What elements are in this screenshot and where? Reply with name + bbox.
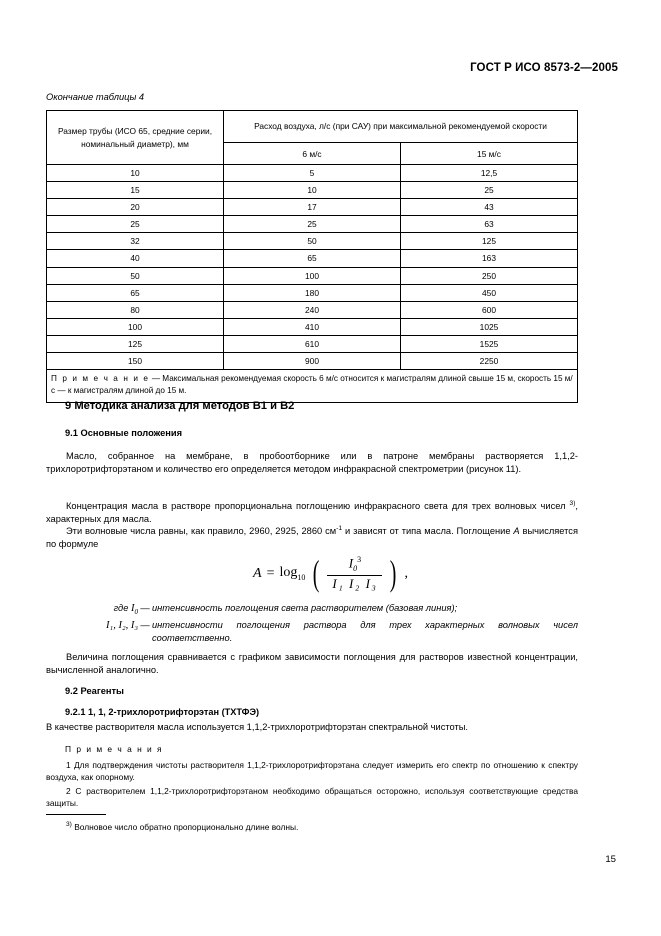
symbol-list-item bbox=[46, 619, 578, 646]
symbol-I0: $I_0$ bbox=[131, 603, 138, 617]
cell-size: 10 bbox=[47, 165, 224, 182]
paragraph-9-2-1-body: В качестве растворителя масла используется 1,1,2-трихлоротрифторэтан спектральной чистоты. bbox=[46, 722, 469, 732]
header-speed-15: 15 м/с bbox=[401, 143, 578, 165]
table-body bbox=[47, 165, 578, 403]
table-row bbox=[47, 301, 578, 318]
table-row bbox=[47, 182, 578, 199]
symbol-dash-1: — bbox=[140, 603, 150, 613]
cell-v15: 600 bbox=[401, 301, 578, 318]
paragraph-9-1-3-part-a: Эти волновые числа равны, как правило, 2960, 2925, 2860 см bbox=[66, 526, 337, 537]
cell-v6: 17 bbox=[224, 199, 401, 216]
table-row bbox=[47, 250, 578, 267]
formula-symbol-list bbox=[46, 602, 578, 645]
cell-v6: 25 bbox=[224, 216, 401, 233]
notes-heading: П р и м е ч а н и я bbox=[65, 744, 164, 754]
footnote-marker: 3) bbox=[66, 821, 72, 828]
footnote-3 bbox=[66, 821, 298, 832]
cell-size: 150 bbox=[47, 353, 224, 370]
formula-paren-open: ( bbox=[313, 552, 320, 593]
cell-v15: 125 bbox=[401, 233, 578, 250]
formula-fraction bbox=[327, 556, 382, 591]
table-row bbox=[47, 284, 578, 301]
formula-log-base: 10 bbox=[297, 573, 306, 583]
cell-v6: 100 bbox=[224, 267, 401, 284]
paragraph-9-1-1: Масло, собранное на мембране, в пробоотборнике или в патроне мембраны растворяется 1,1,2-трихлоротрифторэтаном и количество его определяется методом инфракрасной спектрометрии (рисунок 11). bbox=[46, 451, 578, 474]
cell-size: 20 bbox=[47, 199, 224, 216]
cell-v15: 43 bbox=[401, 199, 578, 216]
heading-section-9-1: 9.1 Основные положения bbox=[65, 428, 183, 438]
cell-size: 100 bbox=[47, 318, 224, 335]
where-label: где bbox=[113, 603, 129, 613]
cell-size: 25 bbox=[47, 216, 224, 233]
cell-size: 125 bbox=[47, 335, 224, 352]
paragraph-9-1-2-part-a: Концентрация масла в растворе пропорциональна поглощению инфракрасного света для трех волновых чисел bbox=[66, 501, 570, 512]
cell-size: 65 bbox=[47, 284, 224, 301]
note-2: 2 С растворителем 1,1,2-трихлоротрифторэтаном необходимо обращаться осторожно, используя соответствующие средства защиты. bbox=[46, 786, 578, 808]
symbol-list-item bbox=[46, 602, 578, 619]
table-row bbox=[47, 353, 578, 370]
table-header-row-1 bbox=[47, 111, 578, 143]
formula-lhs: A bbox=[253, 565, 262, 581]
table-row bbox=[47, 267, 578, 284]
cell-v15: 12,5 bbox=[401, 165, 578, 182]
page-number: 15 bbox=[605, 854, 616, 865]
table-row bbox=[47, 165, 578, 182]
header-air-flow-span: Расход воздуха, л/с (при САУ) при максимальной рекомендуемой скорости bbox=[224, 111, 578, 143]
formula-log: $\log_{10}$ bbox=[279, 565, 306, 583]
footnote-text: Волновое число обратно пропорционально длине волны. bbox=[71, 821, 299, 832]
cell-v15: 250 bbox=[401, 267, 578, 284]
formula-absorbance bbox=[0, 552, 661, 593]
table-row bbox=[47, 199, 578, 216]
paragraph-9-1-2-part-b: , характерных для масла. bbox=[46, 501, 578, 524]
header-pipe-size: Размер трубы (ИСО 65, средние серии, номинальный диаметр), мм bbox=[47, 111, 224, 165]
cell-v15: 63 bbox=[401, 216, 578, 233]
cell-v6: 50 bbox=[224, 233, 401, 250]
superscript-minus-one: -1 bbox=[336, 525, 343, 532]
running-header-standard-id: ГОСТ Р ИСО 8573-2—2005 bbox=[470, 62, 618, 74]
heading-section-9: 9 Методика анализа для методов В1 и В2 bbox=[65, 400, 295, 412]
paragraph-9-1-3 bbox=[46, 524, 578, 550]
symbol-dash-2: — bbox=[140, 619, 150, 630]
cell-v15: 25 bbox=[401, 182, 578, 199]
formula-equals: = bbox=[266, 565, 275, 581]
table-note bbox=[47, 370, 578, 403]
symbol-cell-2: I₁, I₂, I₃ bbox=[106, 619, 138, 631]
cell-v6: 240 bbox=[224, 301, 401, 318]
cell-v6: 180 bbox=[224, 284, 401, 301]
cell-v15: 1025 bbox=[401, 318, 578, 335]
table-row bbox=[47, 335, 578, 352]
table-4 bbox=[46, 110, 578, 403]
cell-v6: 65 bbox=[224, 250, 401, 267]
formula-trailing-comma: , bbox=[404, 565, 408, 581]
table-note-row bbox=[47, 370, 578, 403]
cell-size: 50 bbox=[47, 267, 224, 284]
paragraph-9-1-3-part-b: и зависят от типа масла. Поглощение bbox=[342, 526, 514, 537]
cell-size: 15 bbox=[47, 182, 224, 199]
table-row bbox=[47, 216, 578, 233]
cell-v6: 410 bbox=[224, 318, 401, 335]
cell-size: 32 bbox=[47, 233, 224, 250]
table-note-text: — Максимальная рекомендуемая скорость 6 м/с относится к магистралям длиной свыше 15 м, скорость 15 м/с — к магистралям длиной до 15 м. bbox=[51, 374, 573, 396]
symbol-definition-1: интенсивность поглощения света растворителем (базовая линия); bbox=[152, 603, 458, 613]
header-speed-6: 6 м/с bbox=[224, 143, 401, 165]
table-row bbox=[47, 318, 578, 335]
formula-paren-close: ) bbox=[390, 552, 397, 593]
symbol-absorbance-A: А bbox=[513, 526, 520, 537]
paragraph-9-1-4: Величина поглощения сравнивается с графиком зависимости поглощения для растворов известной концентрации, вычисленной аналогично. bbox=[46, 652, 578, 675]
note-1: 1 Для подтверждения чистоты растворителя 1,1,2-трихлоротрифторэтана следует измерить его спектр по отношению к спектру воздуха, как опорному. bbox=[46, 760, 578, 782]
cell-v15: 1525 bbox=[401, 335, 578, 352]
symbol-definition-2: интенсивности поглощения раствора для трех характерных волновых чисел соответственно. bbox=[152, 619, 578, 643]
cell-size: 80 bbox=[47, 301, 224, 318]
footnote-separator-rule bbox=[46, 814, 106, 815]
table-caption: Окончание таблицы 4 bbox=[46, 92, 145, 102]
cell-v15: 163 bbox=[401, 250, 578, 267]
cell-v15: 450 bbox=[401, 284, 578, 301]
paragraph-9-1-3-part-c: вычисляется по формуле bbox=[46, 526, 578, 549]
cell-v6: 900 bbox=[224, 353, 401, 370]
heading-section-9-2: 9.2 Реагенты bbox=[65, 686, 124, 696]
cell-size: 40 bbox=[47, 250, 224, 267]
footnote-reference-3: 3) bbox=[569, 500, 576, 507]
table-row bbox=[47, 233, 578, 250]
cell-v6: 10 bbox=[224, 182, 401, 199]
table-4-wrapper bbox=[46, 110, 578, 403]
formula-denominator: I₁ I₂ I₃ bbox=[327, 575, 382, 592]
table-note-label: П р и м е ч а н и е bbox=[51, 374, 150, 384]
symbol-cell-1 bbox=[46, 602, 138, 619]
cell-v15: 2250 bbox=[401, 353, 578, 370]
cell-v6: 5 bbox=[224, 165, 401, 182]
table-head bbox=[47, 111, 578, 165]
cell-v6: 610 bbox=[224, 335, 401, 352]
paragraph-9-1-2 bbox=[46, 500, 578, 525]
heading-section-9-2-1: 9.2.1 1, 1, 2-трихлоротрифторэтан (ТХТФЭ) bbox=[65, 707, 260, 717]
formula-numerator: $I_0^3$ bbox=[348, 555, 362, 573]
